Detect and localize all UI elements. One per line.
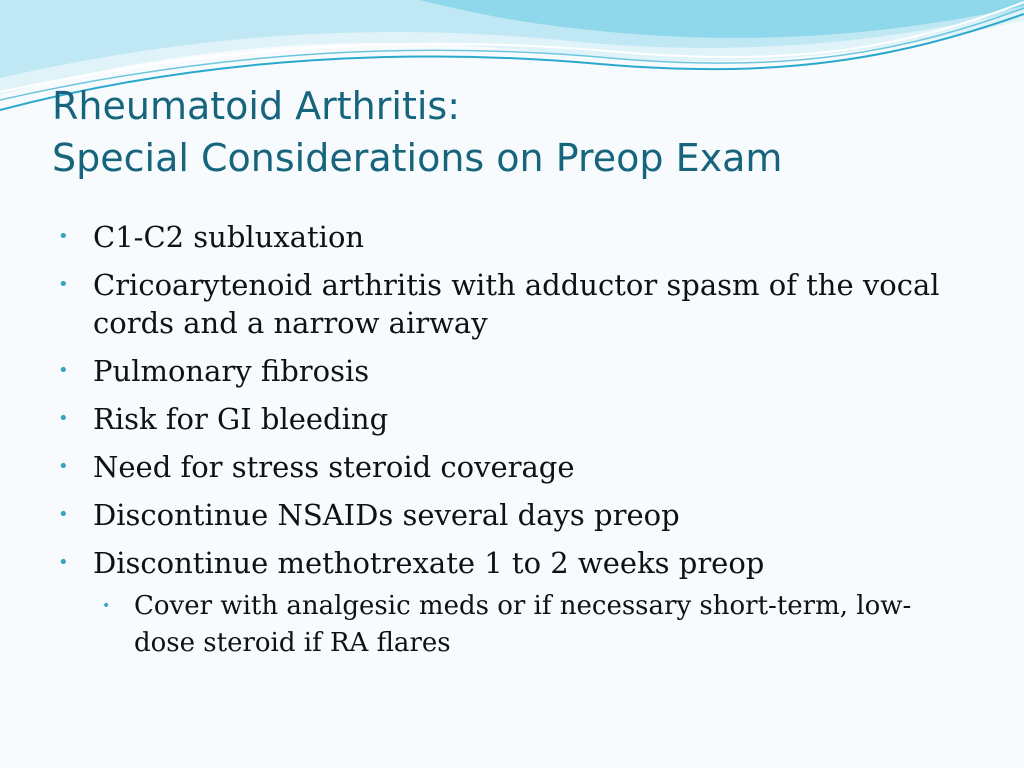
bullet-item (56, 218, 956, 256)
bullet-dot-icon: • (58, 360, 69, 381)
sub-bullet-item (56, 588, 956, 662)
bullet-text: C1-C2 subluxation (93, 220, 365, 254)
title-line-2: Special Considerations on Preop Exam (52, 136, 783, 180)
bullet-text: Risk for GI bleeding (93, 402, 389, 436)
bullet-item (56, 266, 956, 342)
bullet-list (56, 218, 956, 662)
bullet-text: Cricoarytenoid arthritis with adductor spasm of the vocal cords and a narrow airway (93, 268, 940, 340)
bullet-item (56, 496, 956, 534)
bullet-text: Pulmonary fibrosis (93, 354, 370, 388)
sub-bullet-dot-icon: • (102, 598, 111, 614)
bullet-dot-icon: • (58, 456, 69, 477)
bullet-item (56, 448, 956, 486)
bullet-dot-icon: • (58, 226, 69, 247)
sub-bullet-text: Cover with analgesic meds or if necessary short-term, low-dose steroid if RA flares (134, 591, 912, 658)
bullet-text: Need for stress steroid coverage (93, 450, 575, 484)
title-line-1: Rheumatoid Arthritis: (52, 84, 460, 128)
bullet-dot-icon: • (58, 274, 69, 295)
bullet-item (56, 400, 956, 438)
bullet-item (56, 352, 956, 390)
slide-title (52, 80, 992, 184)
bullet-item (56, 544, 956, 582)
bullet-text: Discontinue methotrexate 1 to 2 weeks preop (93, 546, 765, 580)
bullet-dot-icon: • (58, 552, 69, 573)
bullet-dot-icon: • (58, 504, 69, 525)
bullet-text: Discontinue NSAIDs several days preop (93, 498, 680, 532)
bullet-dot-icon: • (58, 408, 69, 429)
